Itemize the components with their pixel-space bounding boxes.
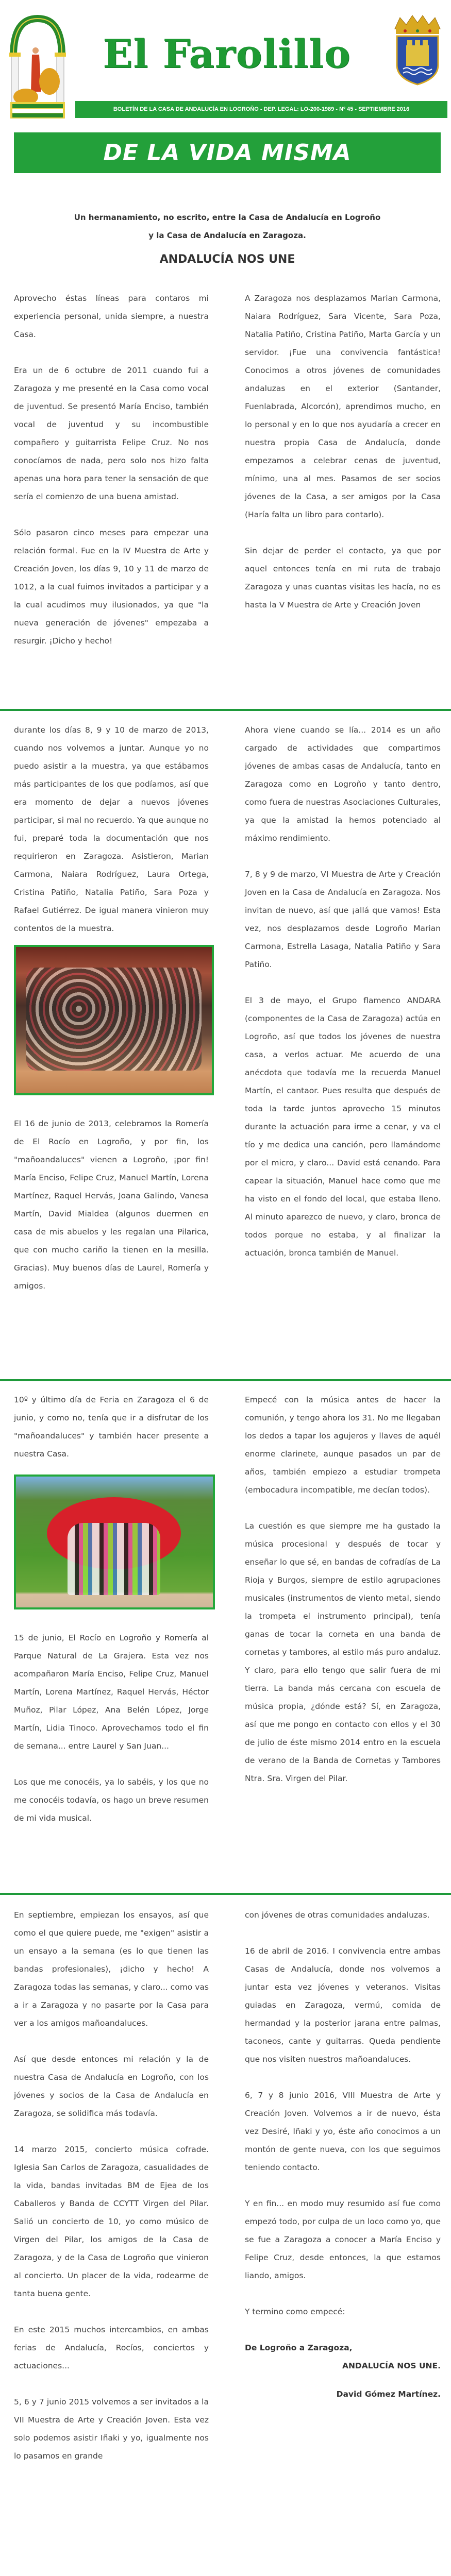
article-intro bbox=[14, 209, 441, 245]
page1-left-column bbox=[14, 290, 209, 668]
page-divider bbox=[0, 1379, 451, 1381]
newsletter-subtitle-bar: BOLETÍN DE LA CASA DE ANDALUCÍA EN LOGROÑO - DEP. LEGAL: LO-200-1989 - Nº 45 - SEPTIEMBRE 2016 bbox=[75, 101, 447, 118]
paragraph: Y termino como empecé: bbox=[245, 2307, 345, 2316]
paragraph: El 3 de mayo, el Grupo flamenco ANDARA (componentes de la Casa de Zaragoza) actúa en Logroño, así que todos los jóvenes de nuestra casa, a verlos actuar. Me acuerdo de una anécdota que todavía me la recuerda Manuel Martín, el cantaor. Pues resulta que después de toda la tarde juntos aprovecho 15 minutos durante la actuación para irme a cenar, y va el tío y me dedica una canción, pero llamándome por el micro, y claro... David está cenando. Para capear la situación, Manuel hace como que me ha visto en el fondo del local, que estaba lleno. Al minuto aparezco de nuevo, y claro, bronca de todos porque no estaba, y al finalizar la actuación, bronca también de Manuel. bbox=[245, 996, 441, 1258]
paragraph: 7, 8 y 9 de marzo, VI Muestra de Arte y Creación Joven en la Casa de Andalucía en Zaragoza. Nos invitan de nuevo, así que ¡allá que vamos! Esta vez, nos desplazamos desde Logroño Marian Carmona, Estrella Lasaga, Natalia Patiño y Sara Patiño. bbox=[245, 870, 441, 969]
paragraph: En septiembre, empiezan los ensayos, así que como el que quiere puede, me "exigen" asistir a un ensayo a la semana (es lo que tienen las bandas profesionales), ¡dicho y hecho! A Zaragoza todas las semanas, y claro... como vas a ir a Zaragoza y no pasarte por la Casa para ver a los amigos mañoandaluces. bbox=[14, 1910, 209, 2028]
paragraph: 16 de abril de 2016. I convivencia entre ambas Casas de Andalucía, donde nos volvemos a juntar esta vez jóvenes y veteranos. Visitas guiadas en Zaragoza, vermú, comida de hermandad y la posterior jarana entre palmas, taconeos, cante y guitarras. Queda pendiente que nos visiten nuestros mañoandaluces. bbox=[245, 1946, 441, 2064]
paragraph: El 16 de junio de 2013, celebramos la Romería de El Rocío en Logroño, y por fin, los "mañoandaluces" vienen a Logroño, ¡por fin! María Enciso, Felipe Cruz, Manuel Martín, Lorena Martínez, Raquel Hervás, Joana Galindo, Vanesa Martín, David Mialdea (algunos duermen en casa de mis abuelos y les regalan una Pilarica, que con mucho cariño la tienen en la mesilla. Gracias). Muy buenos días de Laurel, Romería y amigos. bbox=[14, 1119, 209, 1291]
page2-right-column bbox=[245, 721, 441, 1280]
paragraph: A Zaragoza nos desplazamos Marian Carmona, Naiara Rodríguez, Sara Vicente, Sara Poza, Natalia Patiño, Cristina Patiño, Marta García y un servidor. ¡Fue una convivencia fantástica! Conocimos a otros jóvenes de comunidades andaluzas en el exterior (Santander, Fuenlabrada, Alcorcón), aprendimos mucho, en lo personal y en lo que nos ayudaría a crecer en nuestra propia Casa de Andalucía, donde empezamos a celebrar cenas de juventud, mínimo, una al mes. Pasamos de ser socios jóvenes de la Casa, a ser amigos por la Casa (Haría falta un libro para contarlo). bbox=[245, 294, 441, 519]
paragraph: 5, 6 y 7 junio 2015 volvemos a ser invitados a la VII Muestra de Arte y Creación Joven. Esta vez solo podemos asistir Iñaki y yo, igualmente nos lo pasamos en grande bbox=[14, 2397, 209, 2461]
paragraph: Y en fin... en modo muy resumido así fue como empezó todo, por culpa de un loco como yo, que se fue a Zaragoza a conocer a María Enciso y Felipe Cruz, desde entonces, la que estamos liando, amigos. bbox=[245, 2199, 441, 2280]
paragraph: En este 2015 muchos intercambios, en ambas ferias de Andalucía, Rocíos, conciertos y actuaciones... bbox=[14, 2325, 209, 2370]
author-signature: David Gómez Martínez. bbox=[336, 2389, 441, 2399]
closing-line: De Logroño a Zaragoza, bbox=[245, 2343, 353, 2352]
intro-line: y la Casa de Andalucía en Zaragoza. bbox=[148, 231, 306, 240]
paragraph: Sin dejar de perder el contacto, ya que por aquel entonces tenía en mi ruta de trabajo Zaragoza y unas cuantas visitas les hacía, no es hasta la V Muestra de Arte y Creación Joven bbox=[245, 546, 441, 609]
page3-left-column bbox=[14, 1391, 209, 1845]
article-heading: ANDALUCÍA NOS UNE bbox=[159, 253, 295, 266]
paragraph: durante los días 8, 9 y 10 de marzo de 2013, cuando nos volvemos a juntar. Aunque yo no puedo asistir a la muestra, ya que estábamos más participantes de los que podíamos, así que era momento de dejar a nuevos jóvenes participar, si mal no recuerdo. Ya que aunque no fui, preparé toda la documentación que nos requirieron en Zaragoza. Asistieron, Marian Carmona, Naiara Rodríguez, Laura Ortega, Cristina Patiño, Natalia Patiño, Sara Poza y Rafael Gutiérrez. De igual manera vinieron muy contentos de la muestra. bbox=[14, 725, 209, 933]
closing-slogan: ANDALUCÍA NOS UNE. bbox=[342, 2361, 441, 2370]
paragraph: con jóvenes de otras comunidades andaluzas. bbox=[245, 1910, 430, 1920]
paragraph: 6, 7 y 8 junio 2016, VIII Muestra de Arte y Creación Joven. Volvemos a ir de nuevo, ésta vez Desiré, Iñaki y yo, éste año conocimos a un montón de gente nueva, con los que seguimos teniendo contacto. bbox=[245, 2091, 441, 2172]
photo-romeria-flower-clock bbox=[14, 1475, 215, 1609]
paragraph: Los que me conocéis, ya lo sabéis, y los que no me conocéis todavía, os hago un breve resumen de mi vida musical. bbox=[14, 1777, 209, 1823]
paragraph: Era un de 6 octubre de 2011 cuando fui a Zaragoza y me presenté en la Casa como vocal de juventud. Se presentó María Enciso, también vocal de juventud y su incombustible compañero y guitarrista Felipe Cruz. No nos conocíamos de nada, pero solo nos hizo falta apenas una hora para tener la sensación de que sería el comienzo de una buena amistad. bbox=[14, 366, 209, 501]
page1-right-column bbox=[245, 290, 441, 632]
page-divider bbox=[0, 709, 451, 711]
page2-left-column bbox=[14, 721, 209, 1313]
page3-right-column bbox=[245, 1391, 441, 1806]
andalucia-coat-of-arms-logo bbox=[7, 14, 68, 120]
paragraph: Aprovecho éstas líneas para contaros mi experiencia personal, unida siempre, a nuestra Casa. bbox=[14, 294, 209, 339]
paragraph: 15 de junio, El Rocío en Logroño y Romería al Parque Natural de La Grajera. Esta vez nos acompañaron María Enciso, Felipe Cruz, Manuel Martín, Lorena Martínez, Raquel Hervás, Héctor Muñoz, Pilar López, Ana Belén López, Jorge Martín, Lidia Tinoco. Aprovechamos todo el fin de semana... entre Laurel y San Juan... bbox=[14, 1633, 209, 1751]
paragraph: Empecé con la música antes de hacer la comunión, y tengo ahora los 31. No me llegaban los dedos a tapar los agujeros y llaves de aquél enorme clarinete, aunque pasados un par de años, también empiezo a estudiar trompeta (embocadura incompatible, me decían todos). bbox=[245, 1395, 441, 1495]
page4-right-column bbox=[245, 1906, 441, 2403]
paragraph: Sólo pasaron cinco meses para empezar una relación formal. Fue en la IV Muestra de Arte y Creación Joven, los días 9, 10 y 11 de marzo de 1012, a la cual fuimos invitados a participar y a la cual acudimos muy ilusionados, ya que "la nueva generación de jóvenes" empezaba a resurgir. ¡Dicho y hecho! bbox=[14, 528, 209, 646]
paragraph: Así que desde entonces mi relación y la de nuestra Casa de Andalucía en Logroño, con los jóvenes y socios de la Casa de Andalucía en Zaragoza, se solidifica más todavía. bbox=[14, 2055, 209, 2118]
paragraph: 14 marzo 2015, concierto música cofrade. Iglesia San Carlos de Zaragoza, casualidades de la vida, bandas invitadas BM de Ejea de los Caballeros y Banda de CCYTT Virgen del Pilar. Salió un concierto de 10, yo como músico de Virgen del Pilar, los amigos de la Casa de Zaragoza, y de la Casa de Logroño que vinieron al concierto. Un placer de la vida, rodearme de tanta buena gente. bbox=[14, 2145, 209, 2298]
paragraph: 10º y último día de Feria en Zaragoza el 6 de junio, y como no, tenía que ir a disfrutar de los "mañoandaluces" y también hacer presente a nuestra Casa. bbox=[14, 1395, 209, 1459]
logrono-coat-of-arms-logo bbox=[393, 13, 442, 86]
newsletter-title: El Farolillo bbox=[103, 31, 351, 77]
group-photo-youth-meeting bbox=[14, 945, 214, 1095]
paragraph: La cuestión es que siempre me ha gustado la música procesional y después de tocar y enseñar lo que sé, en bandas de cofradías de La Rioja y Burgos, siempre de estilo agrupaciones musicales (instrumentos de viento metal, siendo la trompeta el instrumento principal), tenía ganas de tocar la corneta en una banda de cornetas y tambores, al estilo más puro andaluz. Y claro, para ello tengo que salir fuera de mi tierra. La banda más cercana con escuela de música propia, ¿dónde está? Sí, en Zaragoza, así que me pongo en contacto con ellos y el 30 de julio de éste mismo 2014 entro en la escuela de verano de la Banda de Cornetas y Tambores Ntra. Sra. Virgen del Pilar. bbox=[245, 1521, 441, 1783]
page4-left-column bbox=[14, 1906, 209, 2483]
intro-line: Un hermanamiento, no escrito, entre la Casa de Andalucía en Logroño bbox=[74, 213, 381, 222]
page-divider bbox=[0, 1893, 451, 1895]
section-title-bar: DE LA VIDA MISMA bbox=[14, 132, 441, 173]
paragraph: Ahora viene cuando se lía... 2014 es un año cargado de actividades que compartimos jóvenes de ambas casas de Andalucía, tanto en Zaragoza como en Logroño y tanto dentro, como fuera de nuestras Asociaciones Culturales, ya que la amistad la hemos potenciado al máximo rendimiento. bbox=[245, 725, 441, 843]
